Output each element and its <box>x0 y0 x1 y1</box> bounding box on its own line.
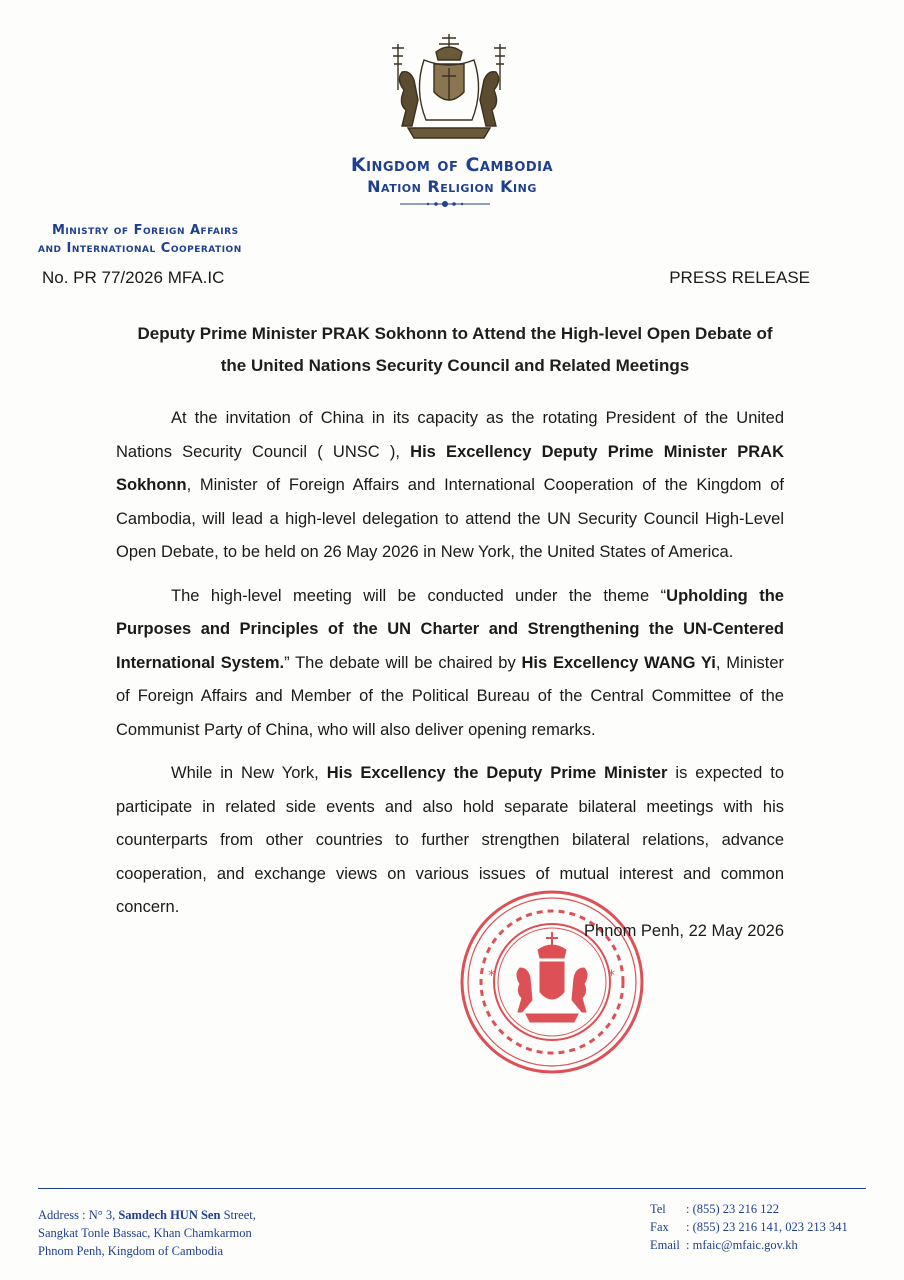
address-line-3: Phnom Penh, Kingdom of Cambodia <box>38 1244 224 1258</box>
p3-text-a: While in New York, <box>171 764 327 782</box>
address-line-1 <box>38 1206 256 1224</box>
svg-text:*: * <box>488 968 495 984</box>
tel-value: : (855) 23 216 122 <box>686 1202 780 1216</box>
p1-text-a: At the invitation of China in its capacity as the rotating President of the United Nations Security Council ( UNSC ), <box>116 409 784 461</box>
national-motto: Nation Religion King <box>367 177 537 196</box>
email-row <box>650 1236 848 1254</box>
reference-number: No. PR 77/2026 MFA.IC <box>42 268 225 287</box>
title-line-1: Deputy Prime Minister PRAK Sokhonn to Attend the High-level Open Debate of <box>137 324 773 343</box>
official-seal-stamp-icon <box>458 888 646 1076</box>
p1-bold: His Excellency Deputy Prime Minister PRAK Sokhonn <box>116 442 784 494</box>
ministry-line-2: and International Cooperation <box>38 241 242 256</box>
ministry-name <box>38 222 338 258</box>
footer-contact <box>650 1200 848 1254</box>
ministry-line-1: Ministry of Foreign Affairs <box>52 223 239 238</box>
svg-text:*: * <box>608 968 615 984</box>
royal-coat-of-arms-emblem <box>384 30 514 142</box>
footer-divider <box>38 1188 866 1189</box>
tel-row <box>650 1200 848 1218</box>
address-street-bold: Samdech HUN Sen <box>118 1208 221 1222</box>
paragraph-1 <box>116 402 784 570</box>
fax-value: : (855) 23 216 141, 023 213 341 <box>686 1220 848 1234</box>
p2-text-c: ” The debate will be chaired by <box>284 653 522 672</box>
address-line-2: Sangkat Tonle Bassac, Khan Chamkarmon <box>38 1226 252 1240</box>
p1-text-c: , Minister of Foreign Affairs and International Cooperation of the Kingdom of Cambodia, will lead a high-level delegation to attend the UN Security Council High-Level Open Debate, to be held on 26 May 2026 in New York, the United States of America. <box>116 476 784 561</box>
p2-theme-bold: Upholding the Purposes and Principles of the UN Charter and Strengthening the UN-Centered International System. <box>116 586 784 672</box>
p2-chair-bold: His Excellency WANG Yi <box>521 653 716 672</box>
address-prefix: Address : N° 3, <box>38 1208 119 1222</box>
paragraph-2 <box>116 580 784 748</box>
paragraph-3 <box>116 757 784 925</box>
fax-row <box>650 1218 848 1236</box>
ornament-divider-icon <box>400 199 490 209</box>
title-line-2: the United Nations Security Council and Related Meetings <box>220 356 690 375</box>
footer-address <box>38 1206 256 1260</box>
kingdom-heading: Kingdom of Cambodia <box>350 154 554 176</box>
p3-bold: His Excellency the Deputy Prime Minister <box>326 764 668 782</box>
press-release-title <box>100 318 810 382</box>
email-label: Email <box>650 1238 680 1252</box>
press-release-body <box>116 402 784 935</box>
p3-text-c: is expected to participate in related side events and also hold separate bilateral meetings with his counterparts from other countries to further strengthen bilateral relations, advance cooperation, and exchange views on various issues of mutual interest and common concern. <box>116 764 785 916</box>
document-type: PRESS RELEASE <box>669 268 810 287</box>
dateline: Phnom Penh, 22 May 2026 <box>584 922 784 940</box>
p2-text-e: , Minister of Foreign Affairs and Member of the Political Bureau of the Central Committee of the Communist Party of China, who will also deliver opening remarks. <box>116 653 785 739</box>
fax-label: Fax <box>650 1220 669 1234</box>
address-street-suffix: Street, <box>220 1208 256 1222</box>
tel-label: Tel <box>650 1202 666 1216</box>
p2-text-a: The high-level meeting will be conducted under the theme “ <box>171 586 667 605</box>
email-value: : mfaic@mfaic.gov.kh <box>686 1238 798 1252</box>
